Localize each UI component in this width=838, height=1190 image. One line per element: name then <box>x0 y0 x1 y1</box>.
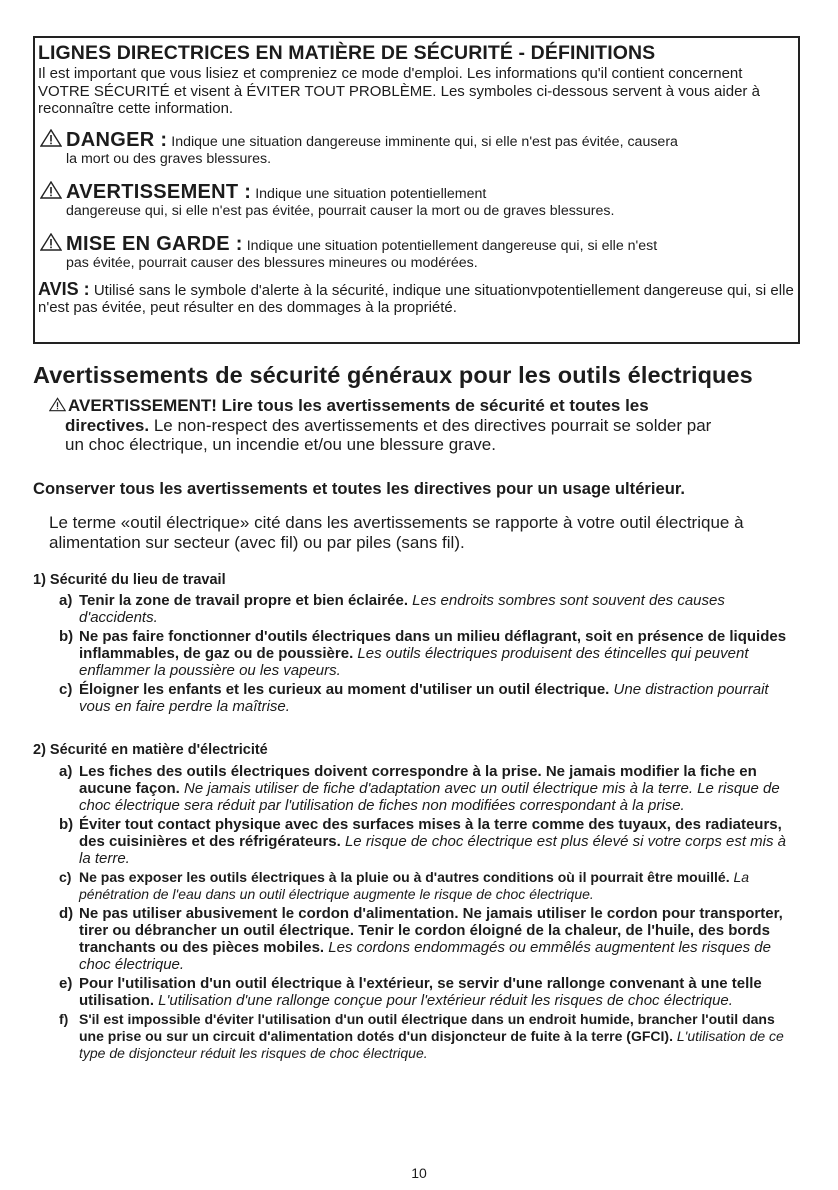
item-bold: Ne pas faire fonctionner d'outils électriques dans un milieu déflagrant, soit en présence de liquides inflammables, de gaz ou de poussière. <box>79 628 787 662</box>
general-warning-text: Le non-respect des avertissements et des directives pourrait se solder par <box>149 415 712 435</box>
warning-text-1: Indique une situation potentiellement <box>255 185 487 202</box>
item-marker: f) <box>59 1011 69 1027</box>
list-item <box>59 628 799 679</box>
section-electrical-title: 2) Sécurité en matière d'électricité <box>33 742 268 758</box>
danger-definition <box>38 129 794 168</box>
list-item <box>59 975 799 1009</box>
item-italic: Ne jamais utiliser de fiche d'adaptation avec un outil électrique mis à la terre. Le risque de choc électrique sera réduit par l'utilisation de fiches non modifiées correspondant à la prise. <box>79 780 780 814</box>
item-marker: a) <box>59 592 73 609</box>
item-marker: b) <box>59 628 74 645</box>
item-bold: Ne pas utiliser abusivement le cordon d'alimentation. Ne jamais utiliser le cordon pour transporter, tirer ou débrancher un outil électrique. Tenir le cordon éloigné de la chaleur, de l'huile, des bords tranchants ou des pièces mobiles. <box>79 905 783 956</box>
warning-text-2: dangereuse qui, si elle n'est pas évitée, pourrait causer la mort ou de graves blessures. <box>66 202 615 219</box>
item-bold: S'il est impossible d'éviter l'utilisation d'un outil électrique dans un endroit humide, brancher l'outil dans une prise ou sur un circuit d'alimentation dotés d'un disjoncteur de fuite à la terre (GFCI). <box>79 1011 775 1044</box>
danger-text-1: Indique une situation dangereuse imminente qui, si elle n'est pas évitée, causera <box>171 133 678 150</box>
alert-triangle-icon <box>40 181 62 199</box>
general-warnings-heading: Avertissements de sécurité généraux pour les outils électriques <box>33 362 753 388</box>
item-marker: e) <box>59 975 73 992</box>
item-marker: c) <box>59 869 72 885</box>
notice-label: AVIS : <box>38 278 90 299</box>
list-item <box>59 763 799 814</box>
item-marker: c) <box>59 681 73 698</box>
list-item <box>59 869 799 903</box>
notice-text: Utilisé sans le symbole d'alerte à la sécurité, indique une situationvpotentiellement dangereuse qui, si elle n'est pas évitée, peut résulter en des dommages à la propriété. <box>38 281 794 316</box>
general-warning-label-end: directives. <box>65 415 150 435</box>
item-italic: La pénétration de l'eau dans un outil électrique augmente le risque de choc électrique. <box>79 869 750 902</box>
list-item <box>59 816 799 867</box>
item-italic: L'utilisation d'une rallonge conçue pour l'extérieur réduit les risques de choc électrique. <box>154 992 733 1009</box>
power-tool-term: Le terme «outil électrique» cité dans les avertissements se rapporte à votre outil électrique à alimentation sur secteur (avec fil) ou par piles (sans fil). <box>49 513 744 552</box>
list-item <box>59 1011 799 1062</box>
safety-definitions-box <box>33 36 800 344</box>
warning-label: AVERTISSEMENT : <box>66 180 252 203</box>
item-italic: Les cordons endommagés ou emmêlés augmentent les risques de choc électrique. <box>79 939 771 973</box>
section-work-area-title: 1) Sécurité du lieu de travail <box>33 572 226 588</box>
keep-instructions: Conserver tous les avertissements et toutes les directives pour un usage ultérieur. <box>33 479 686 498</box>
caution-label: MISE EN GARDE : <box>66 232 243 255</box>
section-work-area-list <box>59 592 799 717</box>
item-bold: Ne pas exposer les outils électriques à la pluie ou à d'autres conditions où il pourrait être mouillé. <box>79 869 730 885</box>
item-bold: Pour l'utilisation d'un outil électrique à l'extérieur, se servir d'une rallonge convenant à une telle utilisation. <box>79 975 762 1009</box>
item-marker: b) <box>59 816 74 833</box>
list-item <box>59 681 799 715</box>
alert-triangle-icon <box>40 233 62 251</box>
item-italic: Les endroits sombres sont souvent des causes d'accidents. <box>79 592 725 626</box>
definitions-title: LIGNES DIRECTRICES EN MATIÈRE DE SÉCURITÉ - DÉFINITIONS <box>38 42 656 64</box>
section-electrical-list <box>59 763 799 1064</box>
list-item <box>59 905 799 973</box>
item-bold: Éloigner les enfants et les curieux au moment d'utiliser un outil électrique. <box>79 681 610 698</box>
item-marker: a) <box>59 763 73 780</box>
item-bold: Tenir la zone de travail propre et bien éclairée. <box>79 592 409 609</box>
caution-definition <box>38 233 794 272</box>
item-bold: Éviter tout contact physique avec des surfaces mises à la terre comme des tuyaux, des radiateurs, des cuisinières et des réfrigérateurs. <box>79 816 782 850</box>
danger-text-2: la mort ou des graves blessures. <box>66 150 272 167</box>
caution-text-1: Indique une situation potentiellement dangereuse qui, si elle n'est <box>246 237 658 254</box>
danger-label: DANGER : <box>66 128 168 151</box>
item-italic: Le risque de choc électrique est plus élevé si votre corps est mis à la terre. <box>79 833 787 867</box>
general-warning-text-end: un choc électrique, un incendie et/ou une blessure grave. <box>65 435 496 454</box>
item-italic: Une distraction pourrait vous en faire perdre la maîtrise. <box>79 681 769 715</box>
item-marker: d) <box>59 905 74 922</box>
general-warning-paragraph <box>49 396 809 455</box>
list-item <box>59 592 799 626</box>
page-number: 10 <box>411 1165 427 1181</box>
item-italic: Les outils électriques produisent des étincelles qui peuvent enflammer la poussière ou les vapeurs. <box>79 645 749 679</box>
general-warning-label: AVERTISSEMENT! Lire tous les avertissements de sécurité et toutes les <box>68 396 649 415</box>
item-italic: L'utilisation de ce type de disjoncteur réduit les risques de choc électrique. <box>79 1028 784 1061</box>
alert-triangle-icon <box>40 129 62 147</box>
item-bold: Les fiches des outils électriques doivent correspondre à la prise. Ne jamais modifier la fiche en aucune façon. <box>79 763 757 797</box>
warning-definition <box>38 181 794 220</box>
notice-definition <box>38 278 794 317</box>
definitions-intro: Il est important que vous lisiez et compreniez ce mode d'emploi. Les informations qu'il contient concernent VOTRE SÉCURITÉ et visent à ÉVITER TOUT PROBLÈME. Les symboles ci-dessous servent à vous aider à reconnaître cette information. <box>38 65 760 117</box>
alert-triangle-icon <box>49 397 66 412</box>
caution-text-2: pas évitée, pourrait causer des blessures mineures ou modérées. <box>66 254 478 271</box>
